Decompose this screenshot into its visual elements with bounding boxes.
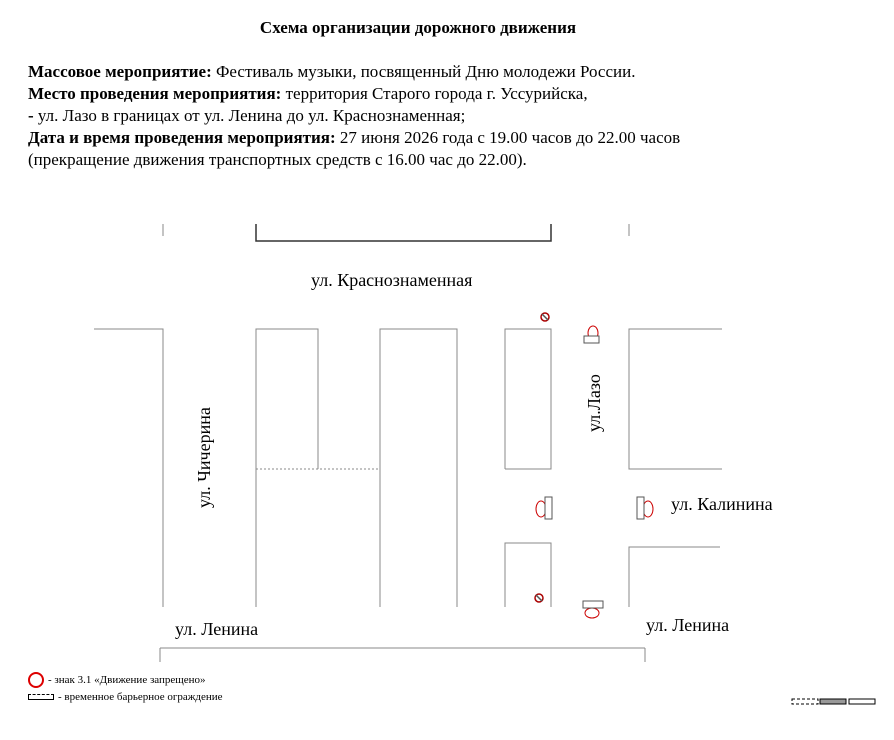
street-krasnoznamennaya: ул. Краснознаменная <box>311 270 473 290</box>
barrier-icon <box>28 694 54 700</box>
event-line: Массовое мероприятие: Фестиваль музыки, посвященный Дню молодежи России. <box>28 62 636 81</box>
block-3 <box>380 329 457 607</box>
barrier-icon <box>584 336 599 343</box>
street-kalinina: ул. Калинина <box>671 494 773 514</box>
street-lenina-right: ул. Ленина <box>646 615 730 635</box>
place-line: Место проведения мероприятия: территория Старого города г. Уссурийска, <box>28 84 588 103</box>
legend-sign: - знак 3.1 «Движение запрещено» <box>28 672 206 688</box>
barrier-icon <box>545 497 552 519</box>
closure-markers <box>535 313 549 602</box>
barrier-icon <box>637 497 644 519</box>
barrier-top <box>256 224 551 241</box>
datetime-line-2: (прекращение движения транспортных средств с 16.00 час до 22.00). <box>28 150 527 169</box>
page-title: Схема организации дорожного движения <box>259 18 577 37</box>
barrier-icon <box>583 601 603 608</box>
street-lazo: ул.Лазо <box>584 374 604 432</box>
scale-bar <box>792 699 875 704</box>
block-2 <box>256 329 318 607</box>
block-right-lower <box>629 547 720 607</box>
datetime-line: Дата и время проведения мероприятия: 27 июня 2026 года с 19.00 часов до 22.00 часов <box>28 128 681 147</box>
legend-barrier: - временное барьерное ограждение <box>28 691 223 703</box>
block-left <box>94 329 163 607</box>
no-entry-sign-icon <box>28 672 44 688</box>
signs <box>536 326 653 618</box>
block-4-upper <box>505 329 551 469</box>
block-4-lower <box>505 543 551 607</box>
place-line-2: - ул. Лазо в границах от ул. Ленина до ул. Краснознаменная; <box>28 106 466 125</box>
block-right-upper <box>629 329 722 469</box>
street-chicherina: ул. Чичерина <box>194 407 214 508</box>
street-lenina-left: ул. Ленина <box>175 619 259 639</box>
no-entry-sign-icon <box>585 608 599 618</box>
